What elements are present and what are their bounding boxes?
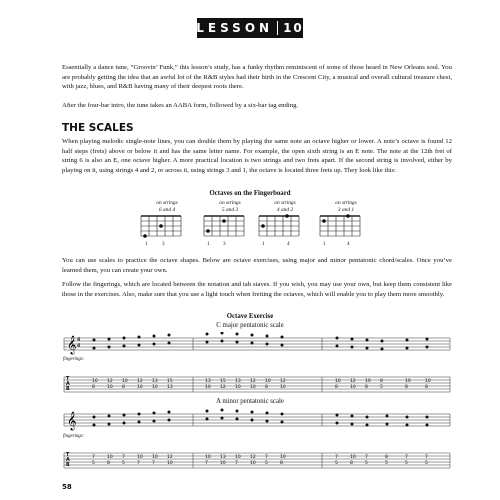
tab-letter: A — [66, 458, 70, 463]
lesson-word: LESSON — [196, 21, 274, 35]
finger-dot — [322, 219, 326, 223]
treble-clef-icon: 𝄞 — [67, 411, 77, 430]
diagram-label-bottom: 6 and 4 — [158, 206, 176, 213]
svg-text:8: 8 — [92, 385, 95, 390]
finger-dot — [285, 214, 289, 218]
finger-dot — [346, 214, 350, 218]
tab-letter: B — [66, 463, 70, 468]
fretboard-grid — [140, 214, 182, 240]
svg-text:10: 10 — [280, 455, 286, 460]
diagram-label-top: on strings — [274, 200, 296, 206]
tab-letter: T — [66, 377, 70, 382]
notation-and-tab-staff — [62, 408, 452, 480]
diagram-finger: 3 — [162, 241, 165, 247]
svg-text:10: 10 — [205, 385, 211, 390]
fretboard-grid — [203, 214, 245, 240]
svg-text:10: 10 — [405, 379, 411, 384]
svg-text:12: 12 — [167, 455, 173, 460]
svg-text:10: 10 — [265, 379, 271, 384]
scales-paragraph-2: You can use scales to practice the octave shapes. Below are octave exercises, using major and minor pentatonic chord/scales. Once you’ve learned them, you can create your own. — [62, 257, 452, 274]
exercise-title: Octave Exercise — [226, 313, 274, 320]
svg-text:10: 10 — [92, 379, 98, 384]
svg-text:13: 13 — [167, 385, 173, 390]
svg-text:15: 15 — [220, 379, 226, 384]
svg-text:5: 5 — [92, 461, 95, 466]
diagram-finger: 3 — [223, 241, 226, 247]
scales-paragraph-3: Follow the fingerings, which are located between the notation and tab staves. If you wish, you may use your own, but keep them consistent like those in the exercises. Also, make sure that you use a light touch when fretting the octaves, which will enable you to play them more smoothly. — [62, 281, 452, 298]
svg-text:8: 8 — [280, 461, 283, 466]
exercise-subtitle-minor: A minor pentatonic scale — [216, 398, 284, 405]
staff-system-minor — [62, 408, 452, 480]
diagram-label-bottom: 4 and 2 — [276, 206, 294, 213]
svg-text:12: 12 — [250, 379, 256, 384]
tab-letter: T — [66, 453, 70, 458]
svg-text:8: 8 — [107, 461, 110, 466]
treble-clef-icon: 𝄞 — [67, 335, 77, 354]
svg-text:10: 10 — [365, 379, 371, 384]
svg-text:5: 5 — [380, 385, 383, 390]
svg-text:10: 10 — [137, 455, 143, 460]
svg-text:7: 7 — [205, 461, 208, 466]
svg-text:7: 7 — [265, 455, 268, 460]
svg-text:15: 15 — [167, 379, 173, 384]
svg-text:10: 10 — [137, 385, 143, 390]
diagram-label-top: on strings — [335, 200, 357, 206]
time-signature-top: 4 — [77, 337, 80, 343]
svg-text:8: 8 — [335, 385, 338, 390]
svg-text:10: 10 — [152, 385, 158, 390]
svg-text:7: 7 — [137, 461, 140, 466]
svg-text:8: 8 — [380, 379, 383, 384]
diagram-finger: 1 — [207, 241, 210, 247]
svg-text:7: 7 — [122, 455, 125, 460]
svg-text:10: 10 — [107, 455, 113, 460]
tab-label — [66, 453, 70, 468]
tab-label — [66, 377, 70, 392]
staff-system-major — [62, 332, 452, 402]
svg-text:8: 8 — [425, 385, 428, 390]
fingerboard-diagram-1 — [137, 200, 197, 240]
svg-text:7: 7 — [425, 455, 428, 460]
diagram-label-bottom: 5 and 3 — [221, 206, 239, 213]
svg-text:12: 12 — [107, 379, 113, 384]
svg-text:8: 8 — [122, 385, 125, 390]
section-heading-scales: THE SCALES — [62, 122, 134, 134]
diagram-label-top: on strings — [219, 200, 241, 206]
svg-text:12: 12 — [250, 455, 256, 460]
diagram-finger: 1 — [145, 241, 148, 247]
svg-text:12: 12 — [350, 379, 356, 384]
svg-text:10: 10 — [152, 455, 158, 460]
svg-text:8: 8 — [265, 385, 268, 390]
svg-text:8: 8 — [365, 385, 368, 390]
fretboard-grid — [258, 214, 300, 240]
svg-text:5: 5 — [365, 461, 368, 466]
tab-letter: B — [66, 387, 70, 392]
finger-dot — [159, 224, 163, 228]
svg-text:5: 5 — [425, 461, 428, 466]
svg-text:8: 8 — [405, 385, 408, 390]
svg-text:8: 8 — [350, 461, 353, 466]
svg-text:7: 7 — [92, 455, 95, 460]
svg-text:5: 5 — [385, 461, 388, 466]
svg-text:10: 10 — [350, 385, 356, 390]
scales-paragraph-1: When playing melodic single-note lines, you can double them by playing the same note an octave higher or lower. A note’s octave is found 12 half steps (frets) above or below it and has the same letter name. For example, the open sixth string is an E note. The note at the 12th fret of string 6 is also an E, one octave higher. A more practical location is two strings and two frets apart. If the second string is involved, either by playing on it, using strings 4 and 2, or across it, using strings 3 and 1, the octave is located three frets up. They look like this: — [62, 138, 452, 174]
time-signature-bottom: 4 — [77, 343, 80, 349]
diagram-finger: 1 — [323, 241, 326, 247]
fingerboard-diagram-2 — [200, 200, 260, 240]
svg-text:10: 10 — [122, 379, 128, 384]
finger-dot — [222, 219, 226, 223]
notation-and-tab-staff — [62, 332, 452, 402]
intro-paragraph-2: After the four-bar intro, the tune takes an AABA form, followed by a six-bar tag ending. — [62, 102, 299, 109]
svg-text:13: 13 — [152, 379, 158, 384]
svg-text:10: 10 — [235, 455, 241, 460]
svg-text:7: 7 — [365, 455, 368, 460]
finger-dot — [206, 229, 210, 233]
svg-text:5: 5 — [405, 461, 408, 466]
note-heads — [93, 409, 429, 427]
tab-letter: A — [66, 382, 70, 387]
lesson-number: 10 — [277, 21, 304, 35]
finger-dot — [261, 224, 265, 228]
svg-text:10: 10 — [280, 385, 286, 390]
svg-text:10: 10 — [335, 379, 341, 384]
diagram-label-top: on strings — [156, 200, 178, 206]
lesson-banner — [197, 18, 303, 38]
svg-text:10: 10 — [220, 461, 226, 466]
svg-text:12: 12 — [137, 379, 143, 384]
svg-text:10: 10 — [167, 461, 173, 466]
diagram-finger: 1 — [262, 241, 265, 247]
svg-text:8: 8 — [385, 455, 388, 460]
diagram-finger: 4 — [287, 241, 290, 247]
diagram-label-bottom: 3 and 1 — [337, 206, 355, 213]
fingerings-label-minor: fingerings: — [63, 434, 85, 439]
exercise-subtitle-major: C major pentatonic scale — [216, 322, 284, 329]
svg-text:10: 10 — [107, 385, 113, 390]
svg-text:10: 10 — [250, 385, 256, 390]
svg-text:7: 7 — [235, 461, 238, 466]
intro-paragraph-1: Essentially a dance tune, “Groovin’ Funk,” this lesson’s study, has a funky rhythm reminiscent of some of those heard in New Orleans soul. You are probably getting the idea that an awful lot of the R&B styles had their birth in the Crescent City, a musical and overall cultural treasure chest, with jazz, blues, and R&B having many of their deepest roots there. — [62, 64, 452, 91]
svg-text:10: 10 — [235, 385, 241, 390]
diagram-finger: 4 — [347, 241, 350, 247]
svg-text:7: 7 — [152, 461, 155, 466]
svg-text:12: 12 — [280, 379, 286, 384]
svg-text:5: 5 — [335, 461, 338, 466]
svg-text:10: 10 — [425, 379, 431, 384]
svg-text:13: 13 — [235, 379, 241, 384]
svg-text:5: 5 — [122, 461, 125, 466]
fretboard-grid — [319, 214, 361, 240]
svg-text:5: 5 — [265, 461, 268, 466]
svg-text:10: 10 — [350, 455, 356, 460]
svg-text:13: 13 — [220, 455, 226, 460]
svg-text:7: 7 — [335, 455, 338, 460]
svg-text:13: 13 — [205, 379, 211, 384]
svg-text:10: 10 — [205, 455, 211, 460]
fingerboard-diagram-4 — [316, 200, 376, 240]
finger-dot — [143, 234, 147, 238]
svg-text:12: 12 — [220, 385, 226, 390]
page-number: 58 — [62, 483, 72, 491]
fingerings-label-major: fingerings: — [63, 357, 85, 362]
svg-text:7: 7 — [405, 455, 408, 460]
diagram-title: Octaves on the Fingerboard — [209, 190, 291, 197]
fingerboard-diagram-3 — [255, 200, 315, 240]
svg-text:10: 10 — [250, 461, 256, 466]
